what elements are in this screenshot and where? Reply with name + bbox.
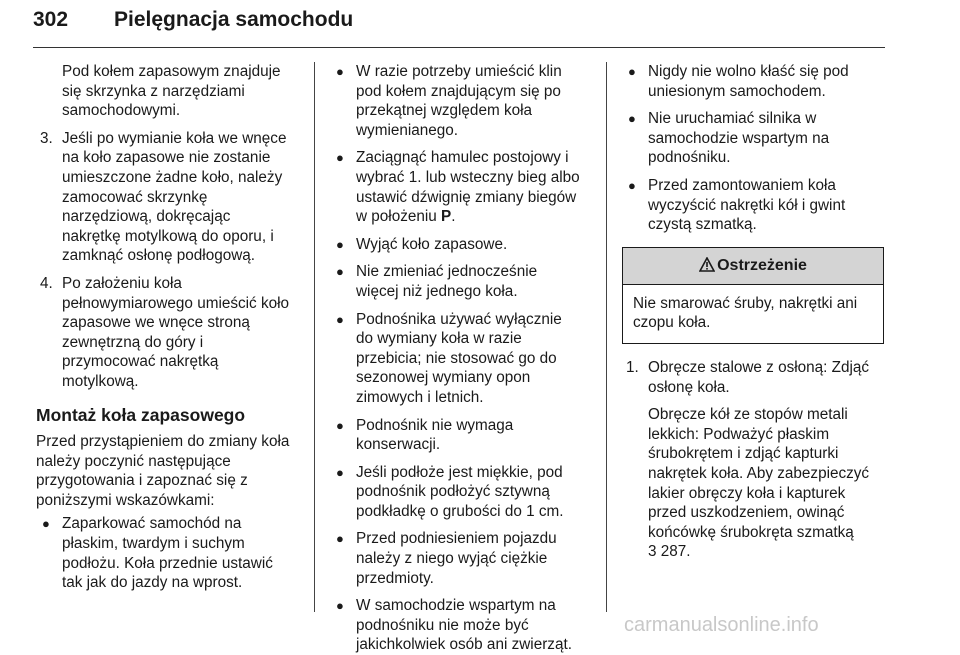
bullet-dot: ● — [336, 264, 344, 280]
step-1 — [622, 358, 884, 397]
page-header — [30, 2, 888, 40]
text-line: Podnośnika używać wyłącznie — [356, 310, 562, 328]
text-line: na koło zapasowe nie zostanie — [62, 149, 271, 167]
page-title: Pielęgnacja samochodu — [114, 8, 354, 31]
text-line: zapasowe we wnęce stroną — [62, 314, 250, 332]
text-line: Podnośnik nie wymaga — [356, 416, 514, 434]
text-line: podnośniku. — [648, 149, 731, 167]
column-3 — [622, 62, 884, 562]
text-line: uniesionym samochodem. — [648, 82, 826, 100]
text-line: poniższymi wskazówkami: — [36, 491, 215, 509]
text-line: konserwacji. — [356, 436, 441, 454]
text-line: wymienianego. — [356, 121, 459, 139]
header-rule — [33, 47, 885, 48]
text-line: Zaciągnąć hamulec postojowy i — [356, 149, 569, 167]
bullet-item — [330, 416, 598, 455]
bullet-dot: ● — [336, 417, 344, 433]
step-number: 1. — [626, 358, 639, 376]
column-2 — [330, 62, 598, 655]
text-line: przedmioty. — [356, 569, 434, 587]
text-line: Nie zmieniać jednocześnie — [356, 263, 538, 281]
text-line: Nie uruchamiać silnika w — [648, 110, 817, 128]
bullet-dot: ● — [336, 598, 344, 614]
gear-label: P — [441, 208, 452, 226]
text-line: podnośnik podłożyć sztywną — [356, 483, 550, 501]
text-line: się skrzynka z narzędziami — [62, 82, 245, 100]
text-line: zimowych i letnich. — [356, 388, 484, 406]
text-line: płaskim, twardym i suchym — [62, 535, 245, 553]
bullet-item — [622, 176, 884, 235]
watermark: carmanualsonline.info — [624, 614, 819, 636]
text-line: Obręcze kół ze stopów metali — [648, 406, 848, 424]
text-line: nakrętek koła. Aby zabezpieczyć — [648, 464, 870, 482]
text-line: samochodowymi. — [62, 102, 181, 120]
text-line: zamknąć osłonę podłogową. — [62, 247, 256, 265]
column-divider — [314, 62, 315, 612]
text-line: zamocować skrzynkę — [62, 188, 208, 206]
text-line — [356, 207, 598, 227]
text-line: Pod kołem zapasowym znajduje — [62, 63, 281, 80]
bullet-item — [330, 148, 598, 226]
column-divider — [606, 62, 607, 612]
bullet-dot: ● — [336, 64, 344, 79]
text-line: nakrętkę motylkową do oporu, i — [62, 227, 274, 245]
text-line: końcówkę śrubokręta szmatką — [648, 523, 854, 541]
text-line: Przed podniesieniem pojazdu — [356, 530, 557, 548]
text-line: przymocować nakrętką — [62, 353, 219, 371]
step-1-continued — [622, 405, 884, 562]
bullet-item — [330, 235, 598, 255]
text-line: sezonowej wymiany opon — [356, 369, 531, 387]
text-line: więcej niż jednego koła. — [356, 282, 518, 300]
warning-header — [623, 248, 883, 285]
text-line: przekątnej względem koła — [356, 102, 533, 120]
text-line: Wyjąć koło zapasowe. — [356, 235, 508, 253]
bullet-dot: ● — [628, 177, 636, 193]
text-line: W samochodzie wspartym na — [356, 597, 556, 615]
text-span: w położeniu — [356, 208, 442, 226]
step-number: 3. — [40, 129, 53, 147]
text-line: jakichkolwiek osób ani zwierząt. — [356, 636, 572, 654]
section-paragraph — [36, 432, 302, 510]
text-line: podkładkę o grubości do 1 cm. — [356, 502, 564, 520]
bullet-dot: ● — [336, 236, 344, 252]
bullet-item — [330, 310, 598, 408]
text-line: lekkich: Podważyć płaskim — [648, 425, 830, 443]
text-line: wybrać 1. lub wsteczny bieg albo — [356, 168, 580, 186]
page-reference[interactable] — [648, 542, 884, 562]
bullet-item — [36, 514, 302, 592]
text-line: Jeśli po wymianie koła we wnęce — [62, 129, 287, 147]
warning-triangle-icon — [699, 250, 715, 265]
bullet-item — [330, 262, 598, 301]
text-line: przebicia; nie stosować go do — [356, 349, 557, 367]
text-line: przygotowania i zapoznać się z — [36, 472, 248, 490]
text-line: Nie smarować śruby, nakrętki ani — [633, 294, 858, 312]
warning-body — [623, 285, 883, 343]
text-line: pod kołem znajdującym się po — [356, 82, 561, 100]
bullet-item — [330, 529, 598, 588]
text-line: samochodzie wspartym na — [648, 129, 830, 147]
text-line: podnośniku nie może być — [356, 616, 529, 634]
text-line: Obręcze stalowe z osłoną: Zdjąć — [648, 358, 870, 376]
text-line: Po założeniu koła — [62, 274, 182, 292]
text-span: . — [451, 208, 456, 226]
text-line: należy poczynić następujące — [36, 452, 231, 470]
reference-arrow-icon: 3 — [648, 543, 657, 561]
warning-box — [622, 247, 884, 344]
text-line: pełnowymiarowego umieścić koło — [62, 294, 290, 312]
bullet-dot: ● — [336, 464, 344, 480]
text-line: podłożu. Koła przednie ustawić — [62, 554, 273, 572]
reference-page: 287. — [656, 543, 691, 561]
text-line: Przed przystąpieniem do zmiany koła — [36, 433, 290, 451]
intro-paragraph — [36, 62, 302, 121]
page-number: 302 — [33, 8, 69, 31]
text-line: czopu koła. — [633, 314, 711, 332]
text-line: wyczyścić nakrętki kół i gwint — [648, 196, 846, 214]
step-number: 4. — [40, 274, 53, 292]
bullet-item — [330, 463, 598, 522]
section-heading: Montaż koła zapasowego — [36, 404, 246, 425]
text-line: narzędziową, dokręcając — [62, 208, 231, 226]
text-line: do wymiany koła w razie — [356, 330, 522, 348]
bullet-dot: ● — [42, 516, 50, 532]
text-line: motylkową. — [62, 372, 139, 390]
bullet-dot: ● — [336, 531, 344, 547]
bullet-dot: ● — [336, 150, 344, 166]
text-line: Nigdy nie wolno kłaść się pod — [648, 63, 849, 80]
text-line: śrubokrętem i zdjąć kapturki — [648, 445, 839, 463]
text-line: umieszczone żadne koło, należy — [62, 168, 283, 186]
text-line: Jeśli podłoże jest miękkie, pod — [356, 463, 563, 481]
text-line: ustawić dźwignię zmiany biegów — [356, 188, 577, 206]
step-3 — [36, 129, 302, 266]
warning-title: Ostrzeżenie — [717, 256, 807, 274]
text-line: osłonę koła. — [648, 378, 730, 396]
bullet-dot: ● — [336, 311, 344, 327]
bullet-item — [622, 62, 884, 101]
text-line: Przed zamontowaniem koła — [648, 176, 836, 194]
bullet-dot: ● — [628, 111, 636, 127]
text-line: tak jak do jazdy na wprost. — [62, 574, 243, 592]
bullet-dot: ● — [628, 64, 636, 79]
bullet-item — [330, 62, 598, 140]
step-4 — [36, 274, 302, 392]
bullet-item — [330, 596, 598, 655]
column-1 — [36, 62, 302, 593]
text-line: W razie potrzeby umieścić klin — [356, 63, 562, 80]
text-line: lakier obręczy koła i kapturek — [648, 484, 846, 502]
text-line: zewnętrzną do góry i — [62, 333, 204, 351]
text-line: czystą szmatką. — [648, 216, 757, 234]
bullet-item — [622, 109, 884, 168]
text-line: przed uszkodzeniem, owinąć — [648, 504, 845, 522]
text-line: należy z niego wyjąć ciężkie — [356, 550, 548, 568]
text-line: Zaparkować samochód na — [62, 515, 242, 533]
